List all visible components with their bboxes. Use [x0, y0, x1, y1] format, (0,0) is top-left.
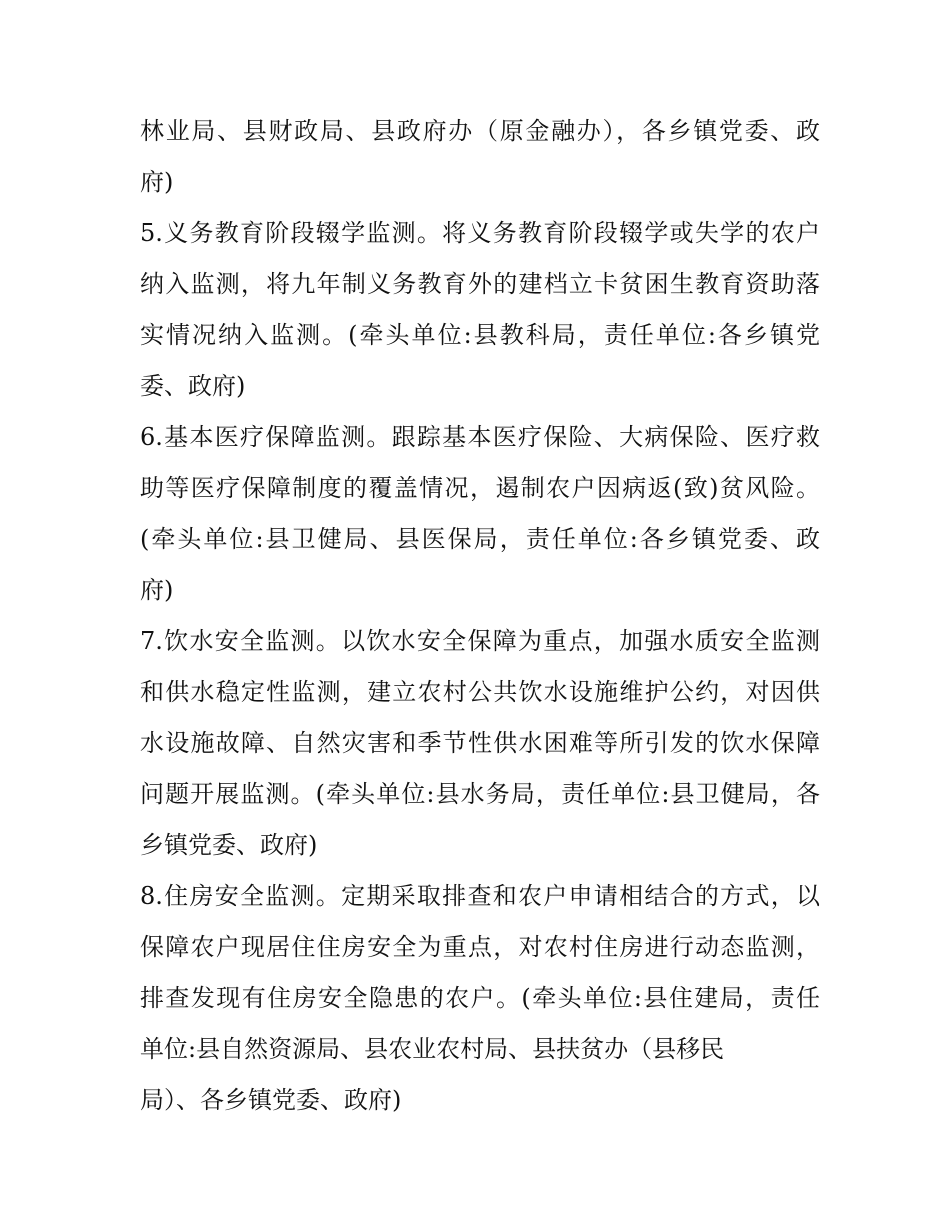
text-line: 8.住房安全监测。定期采取排查和农户申请相结合的方式，以 — [140, 882, 820, 910]
text-line: 5.义务教育阶段辍学监测。将义务教育阶段辍学或失学的农户 — [140, 219, 820, 247]
text-line: 乡镇党委、政府) — [140, 831, 318, 859]
text-line: 6.基本医疗保障监测。跟踪基本医疗保险、大病保险、医疗救 — [140, 423, 820, 451]
text-line: 林业局、县财政局、县政府办（原金融办），各乡镇党委、政 — [140, 117, 820, 145]
text-line: 水设施故障、自然灾害和季节性供水困难等所引发的饮水保障 — [140, 729, 820, 757]
text-line: 助等医疗保障制度的覆盖情况，遏制农户因病返(致)贫风险。 — [140, 474, 820, 502]
text-line: 7.饮水安全监测。以饮水安全保障为重点，加强水质安全监测 — [140, 627, 820, 655]
text-line: 纳入监测，将九年制义务教育外的建档立卡贫困生教育资助落 — [140, 270, 820, 298]
text-line: 府) — [140, 168, 174, 196]
text-line: 保障农户现居住住房安全为重点，对农村住房进行动态监测， — [140, 933, 820, 961]
text-line: 实情况纳入监测。(牵头单位:县教科局，责任单位:各乡镇党 — [140, 321, 820, 349]
text-line: 局）、各乡镇党委、政府) — [140, 1086, 402, 1114]
text-line: 排查发现有住房安全隐患的农户。(牵头单位:县住建局，责任 — [140, 984, 820, 1012]
text-line: 府) — [140, 576, 174, 604]
text-line: 单位:县自然资源局、县农业农村局、县扶贫办（县移民 — [140, 1035, 725, 1063]
text-line: 问题开展监测。(牵头单位:县水务局，责任单位:县卫健局，各 — [140, 780, 820, 808]
text-line: 委、政府) — [140, 372, 246, 400]
text-line: 和供水稳定性监测，建立农村公共饮水设施维护公约，对因供 — [140, 678, 820, 706]
text-line: (牵头单位:县卫健局、县医保局，责任单位:各乡镇党委、政 — [140, 525, 820, 553]
document-body — [140, 106, 820, 1126]
